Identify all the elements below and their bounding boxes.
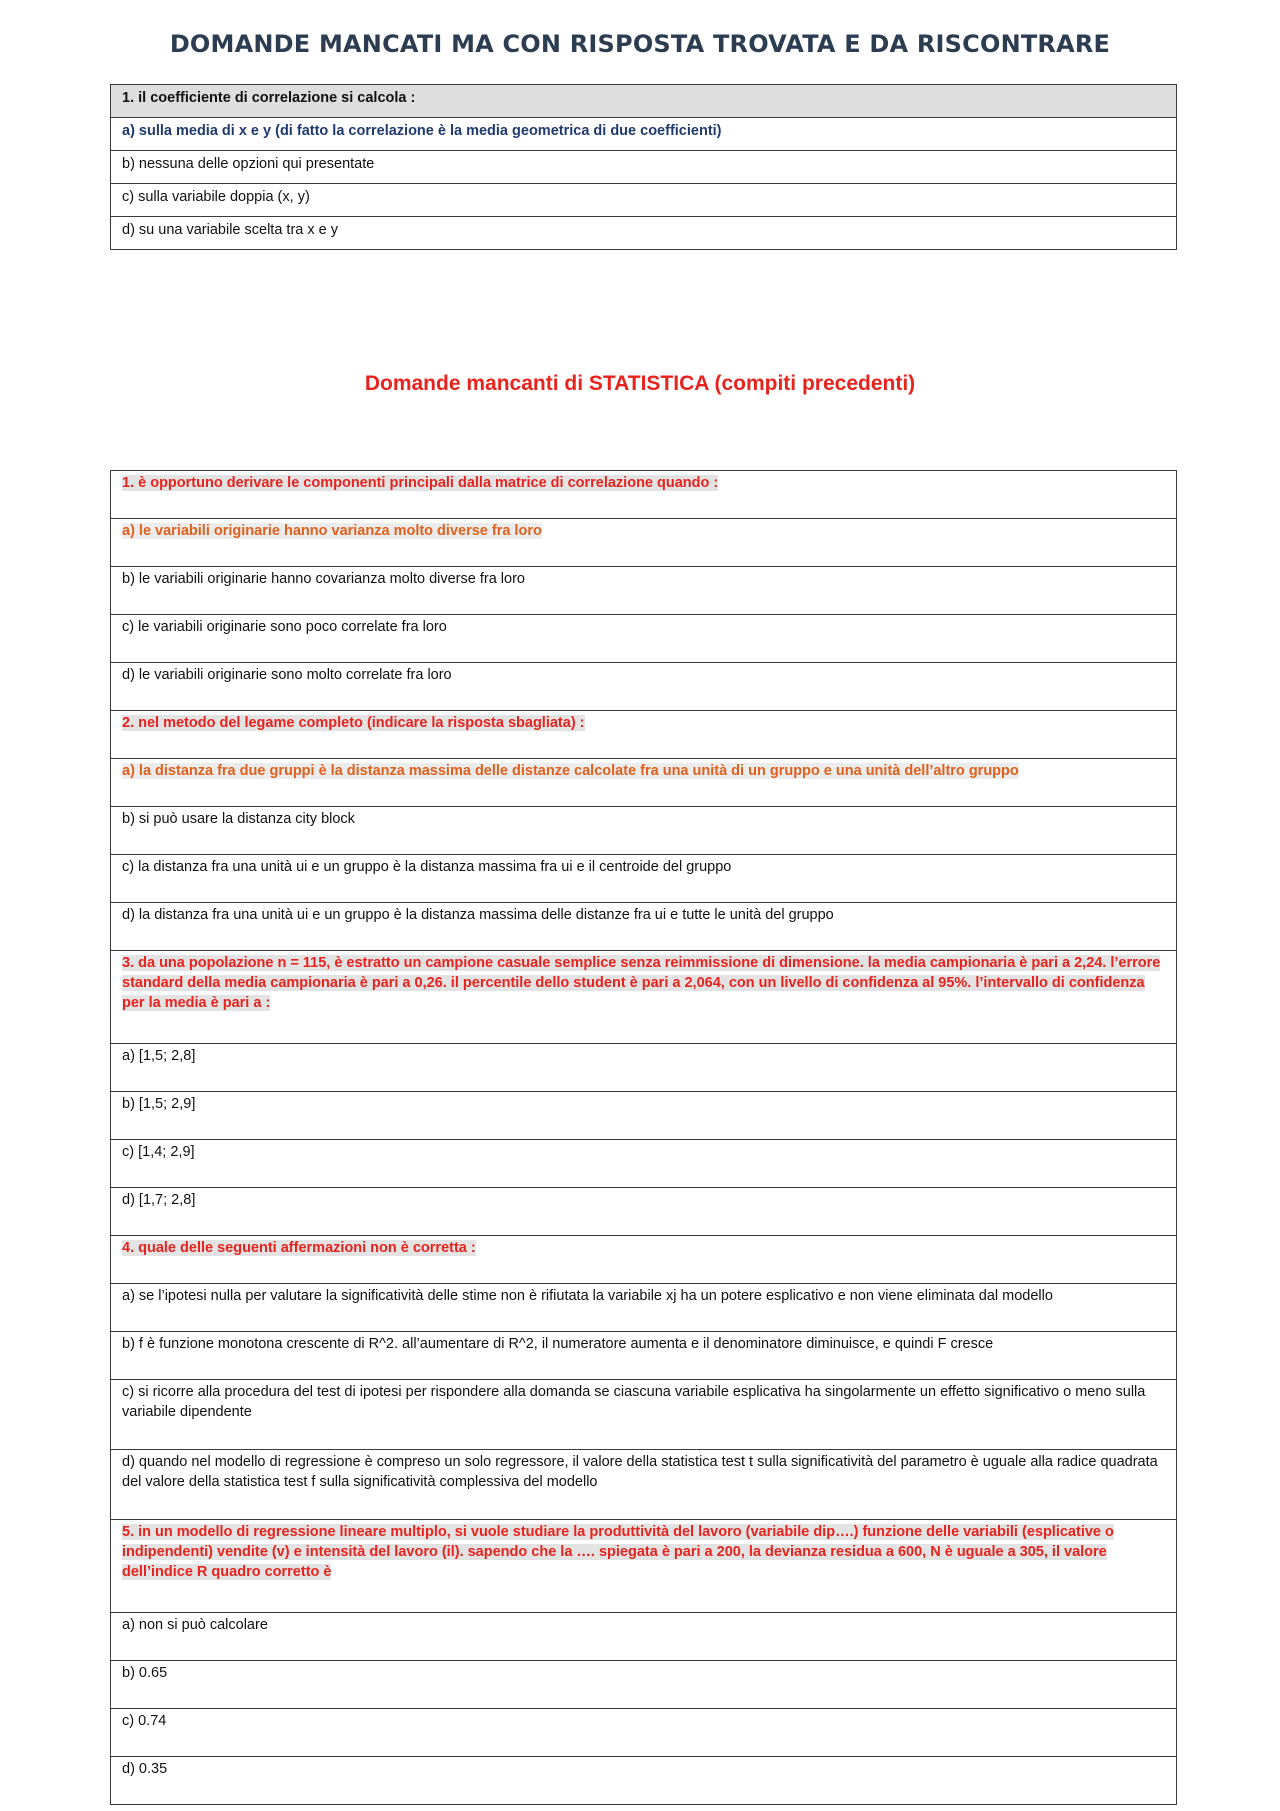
answer-row bbox=[111, 1188, 1177, 1236]
question-text: 1. il coefficiente di correlazione si calcola : bbox=[111, 85, 1177, 118]
answer-row bbox=[111, 1140, 1177, 1188]
answer-row bbox=[111, 184, 1177, 217]
answer-option: b) f è funzione monotona crescente di R^2. all’aumentare di R^2, il numeratore aumenta e il denominatore diminuisce, e quindi F cresce bbox=[111, 1332, 1177, 1380]
answer-row-correct bbox=[111, 118, 1177, 151]
answer-row bbox=[111, 807, 1177, 855]
answer-row bbox=[111, 903, 1177, 951]
answer-option: b) nessuna delle opzioni qui presentate bbox=[111, 151, 1177, 184]
question-row bbox=[111, 85, 1177, 118]
answer-option: d) su una variabile scelta tra x e y bbox=[111, 217, 1177, 250]
question-text: 4. quale delle seguenti affermazioni non è corretta : bbox=[122, 1240, 476, 1256]
answer-option: c) sulla variabile doppia (x, y) bbox=[111, 184, 1177, 217]
answer-row bbox=[111, 1450, 1177, 1520]
answer-option: d) 0.35 bbox=[111, 1757, 1177, 1805]
answer-row bbox=[111, 1757, 1177, 1805]
question-text: 2. nel metodo del legame completo (indicare la risposta sbagliata) : bbox=[122, 715, 585, 731]
question-table-statistica bbox=[110, 470, 1177, 1805]
question-text: 3. da una popolazione n = 115, è estratto un campione casuale semplice senza reimmissione di dimensione. la media campionaria è pari a 2,24. l’errore standard della media campionaria è pari a 0,26. il percentile dello student è pari a 2,064, con un livello di confidenza al 95%. l’intervallo di confidenza per la media è pari a : bbox=[122, 955, 1161, 1011]
answer-row bbox=[111, 1709, 1177, 1757]
answer-row bbox=[111, 1092, 1177, 1140]
question-row bbox=[111, 951, 1177, 1044]
answer-row bbox=[111, 663, 1177, 711]
answer-option: a) le variabili originarie hanno varianza molto diverse fra loro bbox=[122, 523, 542, 539]
answer-row-correct bbox=[111, 519, 1177, 567]
answer-option: c) si ricorre alla procedura del test di ipotesi per rispondere alla domanda se ciascuna variabile esplicativa ha singolarmente un effetto significativo o meno sulla variabile dipendente bbox=[111, 1380, 1177, 1450]
question-row bbox=[111, 1520, 1177, 1613]
question-text: 5. in un modello di regressione lineare multiplo, si vuole studiare la produttività del lavoro (variabile dip….) funzione delle variabili (esplicative o indipendenti) vendite (v) e intensità del lavoro (il). sapendo che la …. spiegata è pari a 200, la devianza residua a 600, N è uguale a 305, il valore dell’indice R quadro corretto è bbox=[122, 1524, 1114, 1580]
question-cell bbox=[111, 1520, 1177, 1613]
answer-row bbox=[111, 1380, 1177, 1450]
answer-option: c) [1,4; 2,9] bbox=[111, 1140, 1177, 1188]
answer-cell bbox=[111, 759, 1177, 807]
answer-row bbox=[111, 615, 1177, 663]
answer-row bbox=[111, 855, 1177, 903]
page-title: DOMANDE MANCATI MA CON RISPOSTA TROVATA E DA RISCONTRARE bbox=[169, 30, 1111, 58]
answer-row-correct bbox=[111, 759, 1177, 807]
question-cell bbox=[111, 471, 1177, 519]
answer-option: c) la distanza fra una unità ui e un gruppo è la distanza massima fra ui e il centroide del gruppo bbox=[111, 855, 1177, 903]
question-row bbox=[111, 711, 1177, 759]
answer-option: a) non si può calcolare bbox=[111, 1613, 1177, 1661]
answer-row bbox=[111, 567, 1177, 615]
answer-option: a) se l’ipotesi nulla per valutare la significatività delle stime non è rifiutata la variabile xj ha un potere esplicativo e non viene eliminata dal modello bbox=[111, 1284, 1177, 1332]
answer-option: d) quando nel modello di regressione è compreso un solo regressore, il valore della statistica test t sulla significatività del parametro è uguale alla radice quadrata del valore della statistica test f sulla significatività complessiva del modello bbox=[111, 1450, 1177, 1520]
question-row bbox=[111, 1236, 1177, 1284]
answer-option: a) [1,5; 2,8] bbox=[111, 1044, 1177, 1092]
answer-row bbox=[111, 1044, 1177, 1092]
answer-option: b) 0.65 bbox=[111, 1661, 1177, 1709]
answer-option: a) sulla media di x e y (di fatto la correlazione è la media geometrica di due coefficienti) bbox=[111, 118, 1177, 151]
answer-row bbox=[111, 217, 1177, 250]
answer-row bbox=[111, 1613, 1177, 1661]
answer-option: d) la distanza fra una unità ui e un gruppo è la distanza massima delle distanze fra ui e tutte le unità del gruppo bbox=[111, 903, 1177, 951]
answer-option: b) si può usare la distanza city block bbox=[111, 807, 1177, 855]
answer-option: b) le variabili originarie hanno covarianza molto diverse fra loro bbox=[111, 567, 1177, 615]
question-cell bbox=[111, 711, 1177, 759]
answer-option: c) le variabili originarie sono poco correlate fra loro bbox=[111, 615, 1177, 663]
answer-cell bbox=[111, 519, 1177, 567]
question-cell bbox=[111, 1236, 1177, 1284]
answer-option: a) la distanza fra due gruppi è la distanza massima delle distanze calcolate fra una unità di un gruppo e una unità dell’altro gruppo bbox=[122, 763, 1019, 779]
question-text: 1. è opportuno derivare le componenti principali dalla matrice di correlazione quando : bbox=[122, 475, 719, 491]
answer-row bbox=[111, 1332, 1177, 1380]
answer-option: c) 0.74 bbox=[111, 1709, 1177, 1757]
answer-row bbox=[111, 1284, 1177, 1332]
answer-option: d) [1,7; 2,8] bbox=[111, 1188, 1177, 1236]
question-cell bbox=[111, 951, 1177, 1044]
section-title: Domande mancanti di STATISTICA (compiti precedenti) bbox=[364, 372, 916, 395]
answer-row bbox=[111, 1661, 1177, 1709]
answer-option: d) le variabili originarie sono molto correlate fra loro bbox=[111, 663, 1177, 711]
answer-option: b) [1,5; 2,9] bbox=[111, 1092, 1177, 1140]
question-table-correlation bbox=[110, 84, 1177, 250]
answer-row bbox=[111, 151, 1177, 184]
question-row bbox=[111, 471, 1177, 519]
